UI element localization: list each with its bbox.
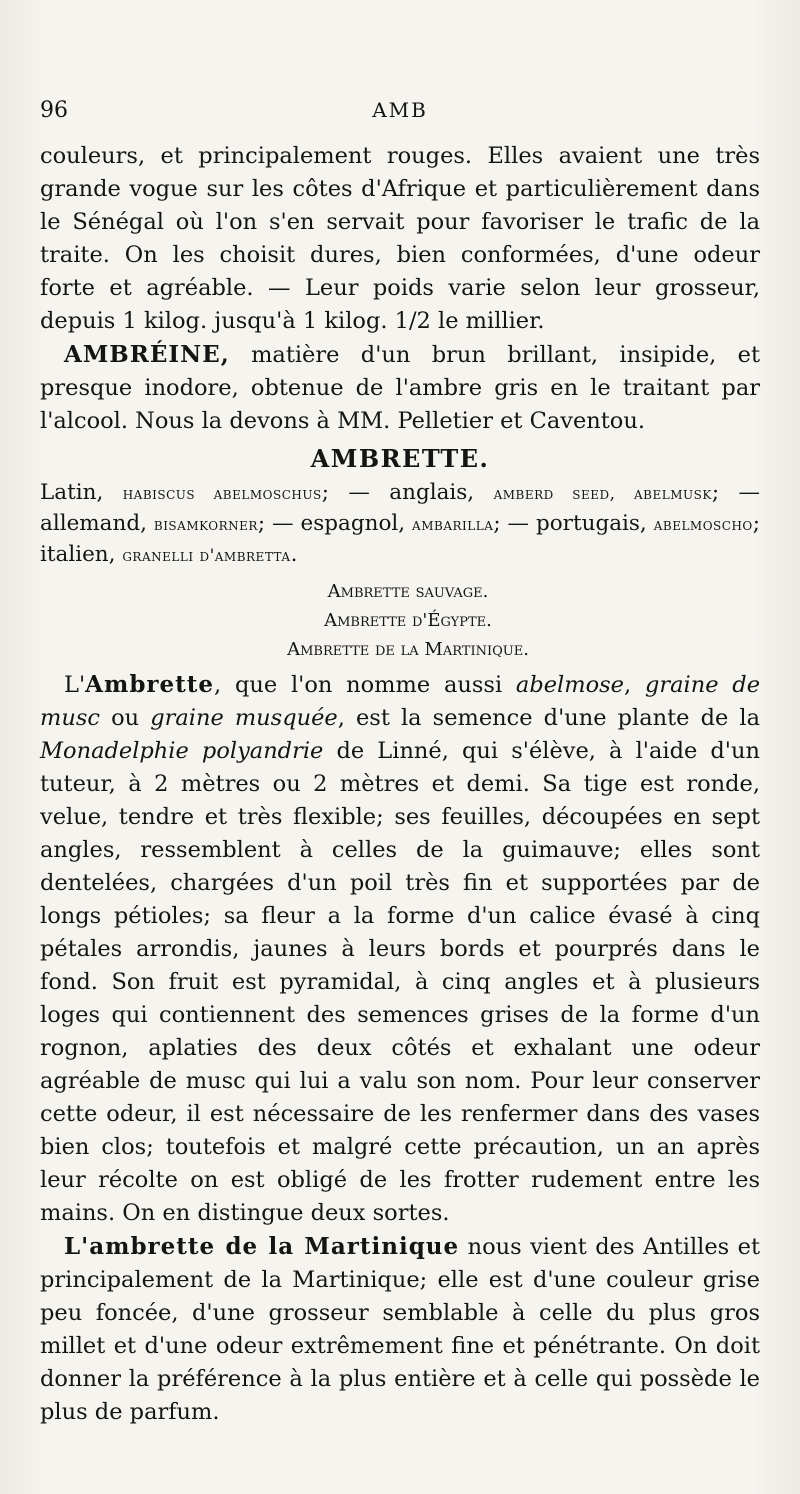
entry-ambreine <box>40 338 760 438</box>
entry-text-ambreine: matière d'un brun brillant, insipide, et presque inodore, obtenue de l'ambre gris en le traitant par l'alcool. Nous la devons à MM. Pelletier et Caventou. <box>40 342 760 434</box>
paragraph-martinique <box>40 1230 760 1429</box>
entry-term-ambreine: AMBRÉINE, <box>64 341 230 368</box>
syn-german: bisamkorner <box>153 515 258 535</box>
paragraph-continuation: couleurs, et principalement rouges. Elles avaient une très grande vogue sur les côtes d'Afrique et particulièrement dans le Sénégal où l'on s'en servait pour favoriser le trafic de la traite. On les choisit dures, bien conformées, d'une odeur forte et agréable. — Leur poids varie selon leur grosseur, depuis 1 kilog. jusqu'à 1 kilog. 1/2 le millier. <box>40 143 760 334</box>
paragraph-ambrette <box>40 668 760 1230</box>
text-run: de Linné, qui s'élève, à l'aide d'un tuteur, à 2 mètres ou 2 mètres et demi. Sa tige est ronde, velue, tendre et très flexible; ses feuilles, découpées en sept angles, ressemblent à celles de la guimauve; elles sont dentelées, chargées d'un poil très fin et supportées par de longs pétioles; sa fleur a la forme d'un calice évasé à cinq pétales arrondis, jaunes à leurs bords et pourprés dans le fond. Son fruit est pyramidal, à cinq angles et à plusieurs loges qui contiennent des semences grises de la forme d'un rognon, aplaties des deux côtés et exhalant une odeur agréable de musc qui lui a valu son nom. Pour leur conserver cette odeur, il est nécessaire de les renfermer dans des vases bien clos; toutefois et malgré cette précaution, un an après leur récolte on est obligé de les frotter rudement entre les mains. On en distingue deux sortes. <box>40 738 760 1226</box>
term-martinique: L'ambrette de la Martinique <box>64 1233 460 1260</box>
syn-latin: habiscus abelmoschus <box>122 484 322 504</box>
synonyms-paragraph <box>40 478 760 571</box>
syn-text: ; italien, <box>40 511 760 567</box>
varieties-list <box>40 577 760 664</box>
italic-term: abelmose <box>515 672 624 698</box>
page-header <box>40 98 760 140</box>
text-run: ou <box>99 705 151 731</box>
syn-italian: granelli d'ambretta <box>122 546 291 566</box>
syn-text: ; — anglais, <box>321 480 494 505</box>
italic-term: graine musquée <box>150 705 338 731</box>
variety-item: Ambrette sauvage. <box>327 581 489 602</box>
syn-text: . <box>290 542 298 567</box>
text-run: , que l'on nomme aussi <box>214 672 516 698</box>
text-run: , <box>624 672 645 698</box>
running-title: AMB <box>372 98 428 122</box>
entry-heading-ambrette: AMBRETTE. <box>310 444 490 473</box>
variety-item: Ambrette d'Égypte. <box>324 610 492 631</box>
syn-text: ; — allemand, <box>40 480 760 536</box>
syn-portuguese: abelmoscho <box>653 515 753 535</box>
term-ambrette: Ambrette <box>85 671 215 698</box>
text-run: , est la semence d'une plante de la <box>337 705 760 731</box>
syn-english: amberd seed, abelmusk <box>493 484 712 504</box>
syn-spanish: ambarilla <box>412 515 494 535</box>
syn-text: ; — espagnol, <box>257 511 413 536</box>
text-run: L' <box>64 672 86 698</box>
text-run: nous vient des Antilles et principalement de la Martinique; elle est d'une couleur grise peu foncée, d'une grosseur semblable à celle du plus gros millet et d'une odeur extrêmement fine et pénétrante. On doit donner la préférence à la plus entière et à celle qui possède le plus de parfum. <box>40 1234 760 1425</box>
variety-item: Ambrette de la Martinique. <box>287 639 529 660</box>
page-number: 96 <box>40 98 68 123</box>
italic-term: graine de musc <box>40 672 761 731</box>
syn-text: Latin, <box>40 480 123 505</box>
syn-text: ; — portugais, <box>493 511 654 536</box>
italic-term: Monadelphie polyandrie <box>40 738 324 764</box>
